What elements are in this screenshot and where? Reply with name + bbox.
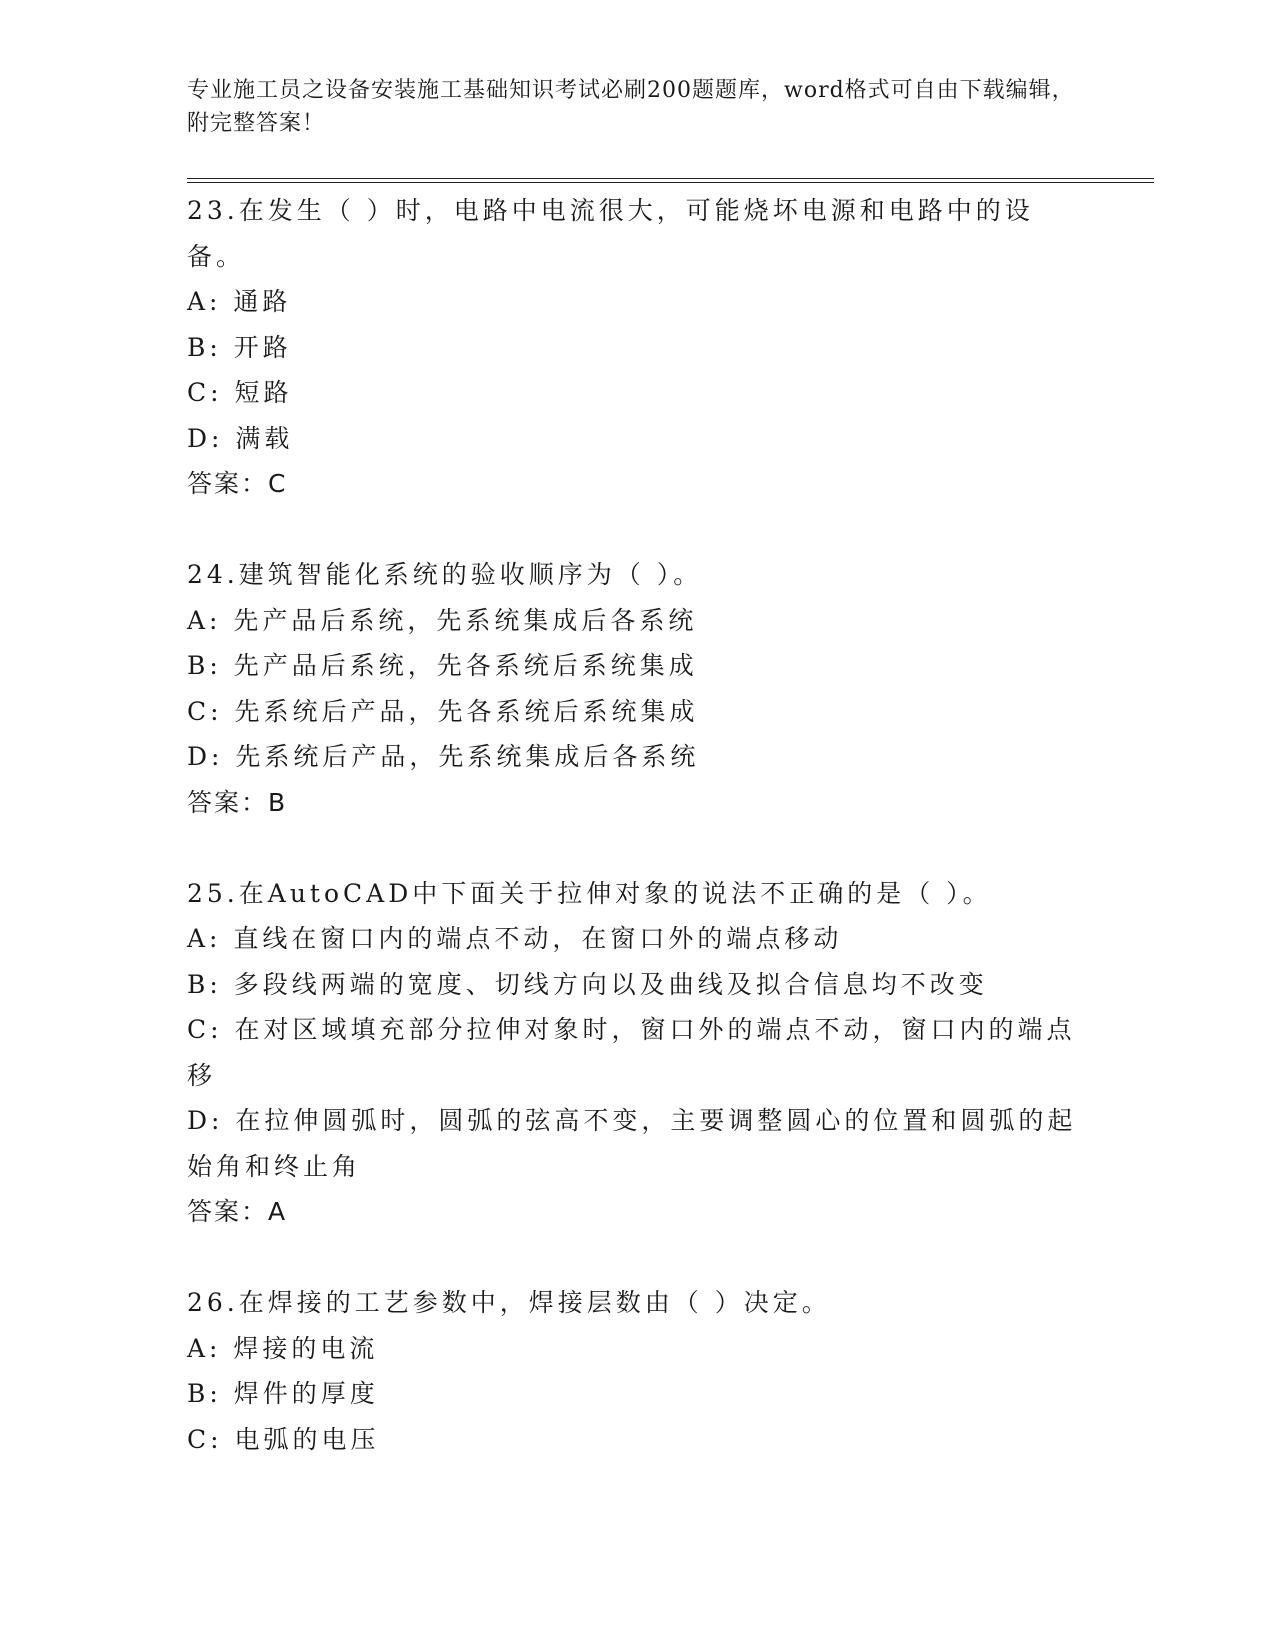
option-a: A: 焊接的电流 (187, 1333, 379, 1363)
option-b: B: 多段线两端的宽度、切线方向以及曲线及拟合信息均不改变 (187, 969, 988, 999)
option-d: D: 满载 (187, 423, 294, 453)
option-c: C: 电弧的电压 (187, 1424, 380, 1454)
question-list (187, 188, 1077, 1508)
option-d: D: 在拉伸圆弧时，圆弧的弦高不变，主要调整圆心的位置和圆弧的起始角和终止角 (187, 1106, 1077, 1181)
question-24 (187, 552, 1077, 825)
option-b: B: 开路 (187, 332, 292, 362)
option-a: A: 先产品后系统，先系统集成后各系统 (187, 605, 698, 635)
question-23 (187, 188, 1077, 507)
question-25 (187, 871, 1077, 1235)
document-header: 专业施工员之设备安装施工基础知识考试必刷200题题库，word格式可自由下载编辑，附完整答案！ (187, 78, 1075, 136)
option-a: A: 直线在窗口内的端点不动，在窗口外的端点移动 (187, 924, 843, 953)
option-b: B: 焊件的厚度 (187, 1379, 379, 1408)
option-c: C: 先系统后产品，先各系统后系统集成 (187, 696, 699, 726)
question-26 (187, 1280, 1077, 1462)
option-c: C: 短路 (187, 378, 293, 407)
option-b: B: 先产品后系统，先各系统后系统集成 (187, 651, 698, 680)
answer: 答案：B (187, 787, 288, 817)
option-a: A: 通路 (187, 287, 292, 316)
answer: 答案：C (187, 469, 288, 498)
question-stem: 23.在发生（ ）时，电路中电流很大，可能烧坏电源和电路中的设备。 (187, 196, 1034, 271)
option-c: C: 在对区域填充部分拉伸对象时，窗口外的端点不动，窗口内的端点移 (187, 1015, 1076, 1090)
question-stem: 25.在AutoCAD中下面关于拉伸对象的说法不正确的是（ ）。 (187, 878, 992, 908)
double-rule-divider (187, 178, 1154, 183)
question-stem: 24.建筑智能化系统的验收顺序为（ ）。 (187, 560, 703, 589)
answer: 答案：A (187, 1197, 288, 1226)
question-stem: 26.在焊接的工艺参数中，焊接层数由（ ）决定。 (187, 1288, 831, 1317)
option-d: D: 先系统后产品，先系统集成后各系统 (187, 742, 700, 771)
